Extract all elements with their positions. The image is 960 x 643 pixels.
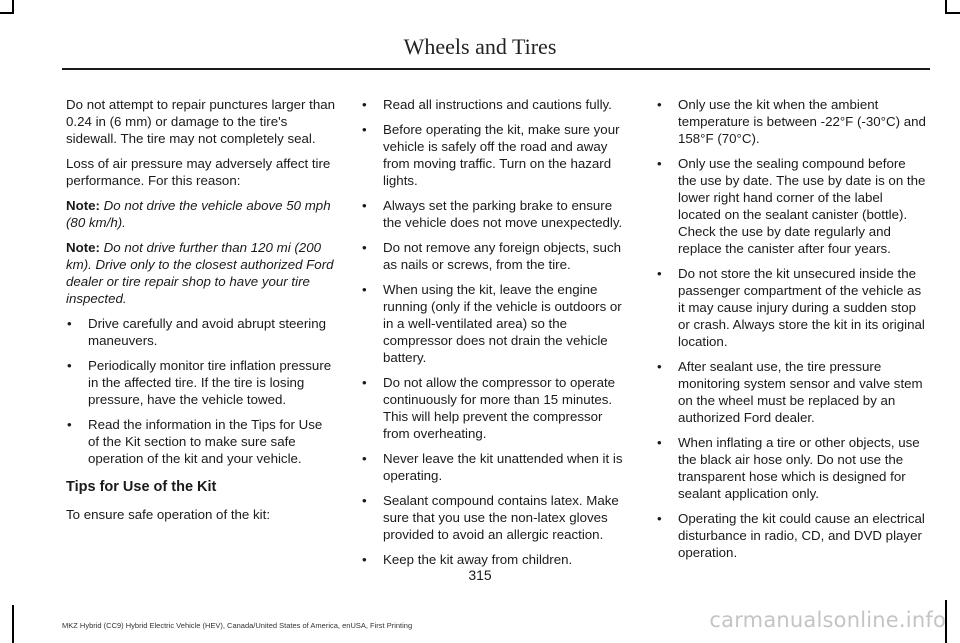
column-right	[656, 96, 926, 569]
list-item: • Read all instructions and cautions fully.	[361, 96, 631, 113]
paragraph-air-pressure: Loss of air pressure may adversely affect tire performance. For this reason:	[66, 156, 331, 188]
list-item: • Read the information in the Tips for Use of the Kit section to make sure safe operation of the kit and your vehicle.	[66, 416, 336, 467]
note-text: Do not drive further than 120 mi (200 km). Drive only to the closest authorized Ford dealer or tire repair shop to have your tire inspected.	[66, 240, 334, 306]
note-distance	[66, 239, 336, 307]
list-item: • Drive carefully and avoid abrupt steering maneuvers.	[66, 315, 336, 349]
page-number: 315	[468, 567, 492, 583]
list-item: • Do not allow the compressor to operate continuously for more than 15 minutes. This will help prevent the compressor from overheating.	[361, 374, 631, 442]
list-item: • Keep the kit away from children.	[361, 551, 631, 568]
list-item: • Never leave the kit unattended when it is operating.	[361, 450, 631, 484]
crop-mark-bottom-left	[12, 605, 14, 643]
bullet-list-middle	[361, 96, 631, 568]
note-speed	[66, 197, 336, 231]
list-item: • Do not store the kit unsecured inside the passenger compartment of the vehicle as it may cause injury during a sudden stop or crash. Always store the kit in its original location.	[656, 265, 926, 350]
paragraph-punctures: Do not attempt to repair punctures larger than 0.24 in (6 mm) or damage to the tire's sidewall. The tire may not completely seal.	[66, 97, 336, 146]
column-middle	[361, 96, 631, 576]
list-item: • Operating the kit could cause an electrical disturbance in radio, CD, and DVD player operation.	[656, 510, 926, 561]
list-item: • Only use the sealing compound before the use by date. The use by date is on the lower right hand corner of the label located on the sealant canister (bottle). Check the use by date regularly and replace the canister after four years.	[656, 155, 926, 257]
list-item: • Do not remove any foreign objects, such as nails or screws, from the tire.	[361, 239, 631, 273]
section-heading: Tips for Use of the Kit	[66, 479, 217, 495]
bullet-list-right	[656, 96, 926, 561]
list-item: • Periodically monitor tire inflation pressure in the affected tire. If the tire is losing pressure, have the vehicle towed.	[66, 357, 336, 408]
bullet-list-left	[66, 315, 336, 467]
paragraph-tips-intro: To ensure safe operation of the kit:	[66, 507, 271, 522]
column-left	[66, 96, 336, 531]
list-item: • Sealant compound contains latex. Make sure that you use the non-latex gloves provided to avoid an allergic reaction.	[361, 492, 631, 543]
note-label: Note:	[66, 240, 100, 255]
note-label: Note:	[66, 198, 100, 213]
list-item: • When inflating a tire or other objects, use the black air hose only. Do not use the transparent hose which is designed for sealant application only.	[656, 434, 926, 502]
publication-info: MKZ Hybrid (CC9) Hybrid Electric Vehicle (HEV), Canada/United States of America, enUSA, First Printing	[62, 621, 413, 630]
note-text: Do not drive the vehicle above 50 mph (80 km/h).	[66, 198, 331, 230]
crop-mark-top-right-horizontal	[946, 12, 960, 14]
page-title: Wheels and Tires	[403, 34, 557, 59]
header-divider	[62, 68, 930, 70]
list-item: • After sealant use, the tire pressure monitoring system sensor and valve stem on the wheel must be replaced by an authorized Ford dealer.	[656, 358, 926, 426]
crop-mark-top-left-horizontal	[0, 12, 14, 14]
watermark-text: carmanualsonline.info	[709, 608, 946, 632]
list-item: • Only use the kit when the ambient temperature is between -22°F (-30°C) and 158°F (70°C).	[656, 96, 926, 147]
list-item: • Before operating the kit, make sure your vehicle is safely off the road and away from moving traffic. Turn on the hazard lights.	[361, 121, 631, 189]
list-item: • Always set the parking brake to ensure the vehicle does not move unexpectedly.	[361, 197, 631, 231]
list-item: • When using the kit, leave the engine running (only if the vehicle is outdoors or in a well-ventilated area) so the compressor does not drain the vehicle battery.	[361, 281, 631, 366]
